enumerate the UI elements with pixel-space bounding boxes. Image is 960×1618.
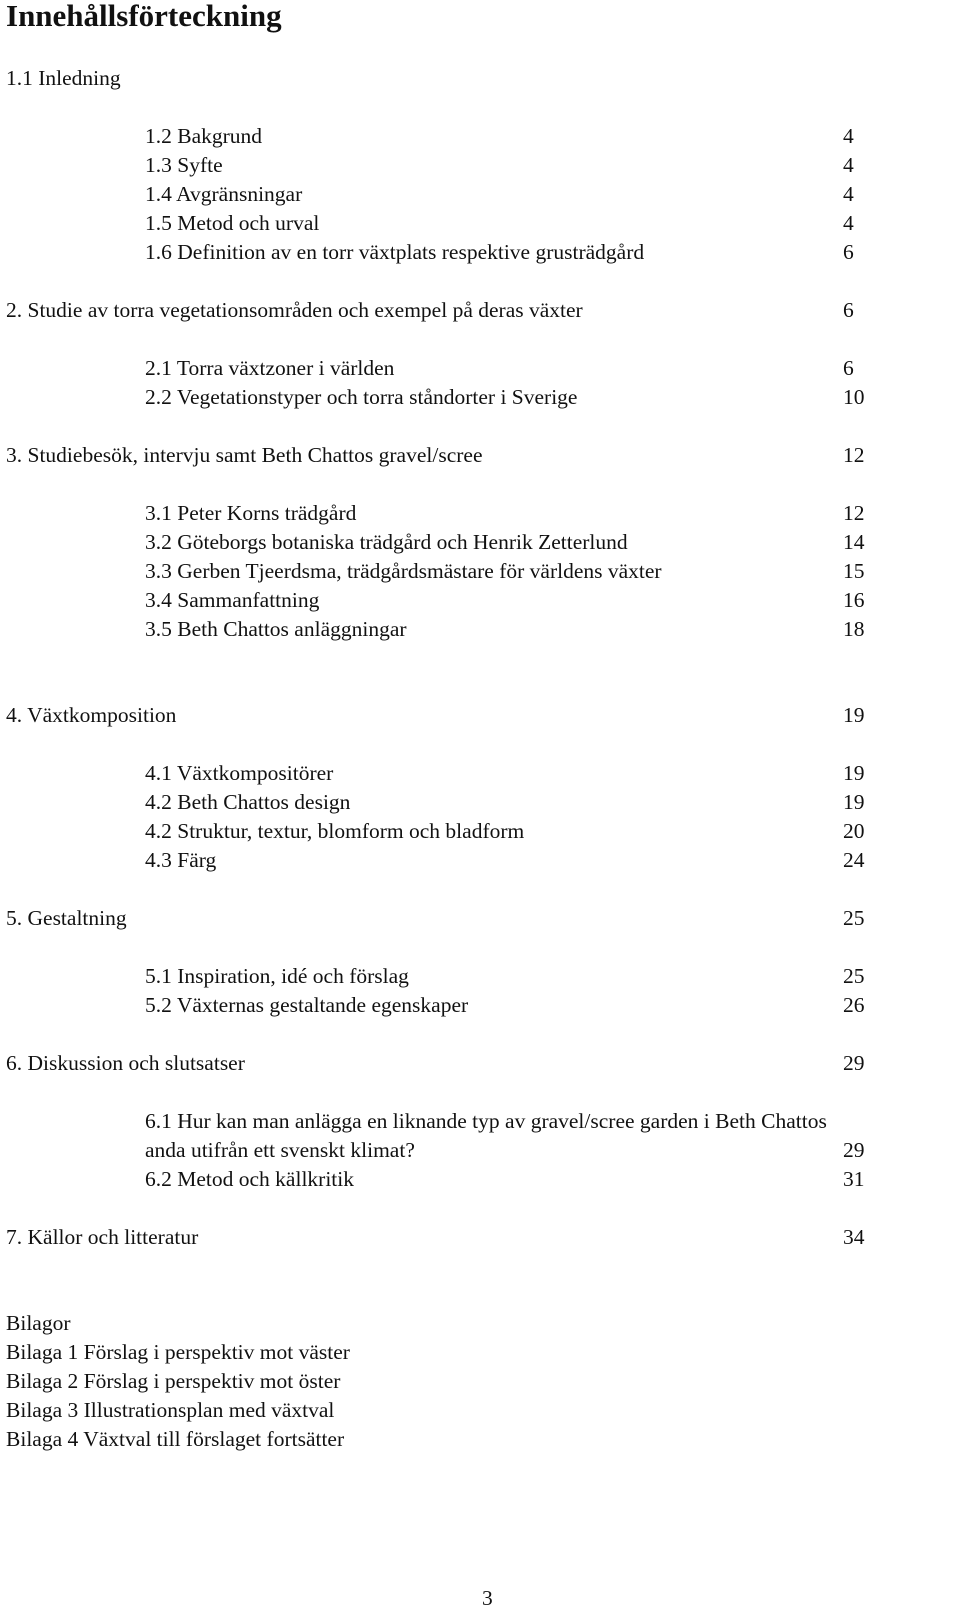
toc-entry: 2.1 Torra växtzoner i världen: [145, 356, 395, 380]
toc-page-number: 12: [843, 501, 865, 525]
appendix-item: Bilaga 1 Förslag i perspektiv mot väster: [6, 1340, 350, 1364]
toc-entry: 4.2 Beth Chattos design: [145, 790, 351, 814]
toc-entry: 3.4 Sammanfattning: [145, 588, 320, 612]
toc-entry: 1.6 Definition av en torr växtplats respektive grusträdgård: [145, 240, 645, 264]
toc-entry: 5.1 Inspiration, idé och förslag: [145, 964, 409, 988]
toc-entry: 7. Källor och litteratur: [6, 1225, 199, 1249]
toc-entry: 5.2 Växternas gestaltande egenskaper: [145, 993, 469, 1017]
toc-entry: anda utifrån ett svenskt klimat?: [145, 1138, 415, 1162]
toc-page-number: 6: [843, 356, 854, 380]
toc-entry: 6.2 Metod och källkritik: [145, 1167, 354, 1191]
toc-page-number: 26: [843, 993, 865, 1017]
toc-entry: 1.5 Metod och urval: [145, 211, 320, 235]
toc-page-number: 19: [843, 790, 865, 814]
toc-entry: 3.2 Göteborgs botaniska trädgård och Henrik Zetterlund: [145, 530, 628, 554]
toc-entry: 4.3 Färg: [145, 848, 217, 872]
toc-page-number: 19: [843, 703, 865, 727]
toc-page-number: 24: [843, 848, 865, 872]
toc-entry: 3. Studiebesök, intervju samt Beth Chattos gravel/scree: [6, 443, 483, 467]
page-number: 3: [482, 1586, 493, 1610]
toc-page-number: 4: [843, 182, 854, 206]
toc-page-number: 34: [843, 1225, 865, 1249]
toc-entry: 1.4 Avgränsningar: [145, 182, 303, 206]
toc-entry: 3.5 Beth Chattos anläggningar: [145, 617, 407, 641]
toc-page-number: 19: [843, 761, 865, 785]
toc-page-number: 18: [843, 617, 865, 641]
toc-entry: 1.2 Bakgrund: [145, 124, 263, 148]
appendix-item: Bilaga 4 Växtval till förslaget fortsätter: [6, 1427, 345, 1451]
toc-page-number: 6: [843, 240, 854, 264]
page-title: Innehållsförteckning: [6, 0, 282, 33]
toc-page-number: 10: [843, 385, 865, 409]
toc-page-number: 31: [843, 1167, 865, 1191]
toc-entry: 2. Studie av torra vegetationsområden och exempel på deras växter: [6, 298, 583, 322]
toc-entry: 6. Diskussion och slutsatser: [6, 1051, 245, 1075]
toc-entry: 6.1 Hur kan man anlägga en liknande typ av gravel/scree garden i Beth Chattos: [145, 1109, 827, 1133]
toc-page-number: 4: [843, 153, 854, 177]
appendix-item: Bilaga 3 Illustrationsplan med växtval: [6, 1398, 335, 1422]
toc-page-number: 16: [843, 588, 865, 612]
toc-entry: 5. Gestaltning: [6, 906, 127, 930]
appendix-item: Bilaga 2 Förslag i perspektiv mot öster: [6, 1369, 341, 1393]
toc-page-number: 29: [843, 1051, 865, 1075]
appendix-heading: Bilagor: [6, 1311, 71, 1335]
toc-entry: 3.3 Gerben Tjeerdsma, trädgårdsmästare för världens växter: [145, 559, 662, 583]
toc-entry: 2.2 Vegetationstyper och torra ståndorter i Sverige: [145, 385, 578, 409]
toc-page-number: 14: [843, 530, 865, 554]
toc-entry: 1.3 Syfte: [145, 153, 223, 177]
toc-page-number: 20: [843, 819, 865, 843]
toc-entry: 3.1 Peter Korns trädgård: [145, 501, 357, 525]
toc-page-number: 25: [843, 964, 865, 988]
toc-page-number: 29: [843, 1138, 865, 1162]
toc-page-number: 25: [843, 906, 865, 930]
toc-entry: 1.1 Inledning: [6, 66, 121, 90]
toc-page-number: 4: [843, 124, 854, 148]
toc-page-number: 4: [843, 211, 854, 235]
toc-entry: 4.1 Växtkompositörer: [145, 761, 334, 785]
toc-page-number: 6: [843, 298, 854, 322]
toc-page-number: 12: [843, 443, 865, 467]
toc-page-number: 15: [843, 559, 865, 583]
toc-entry: 4.2 Struktur, textur, blomform och bladform: [145, 819, 525, 843]
toc-entry: 4. Växtkomposition: [6, 703, 177, 727]
